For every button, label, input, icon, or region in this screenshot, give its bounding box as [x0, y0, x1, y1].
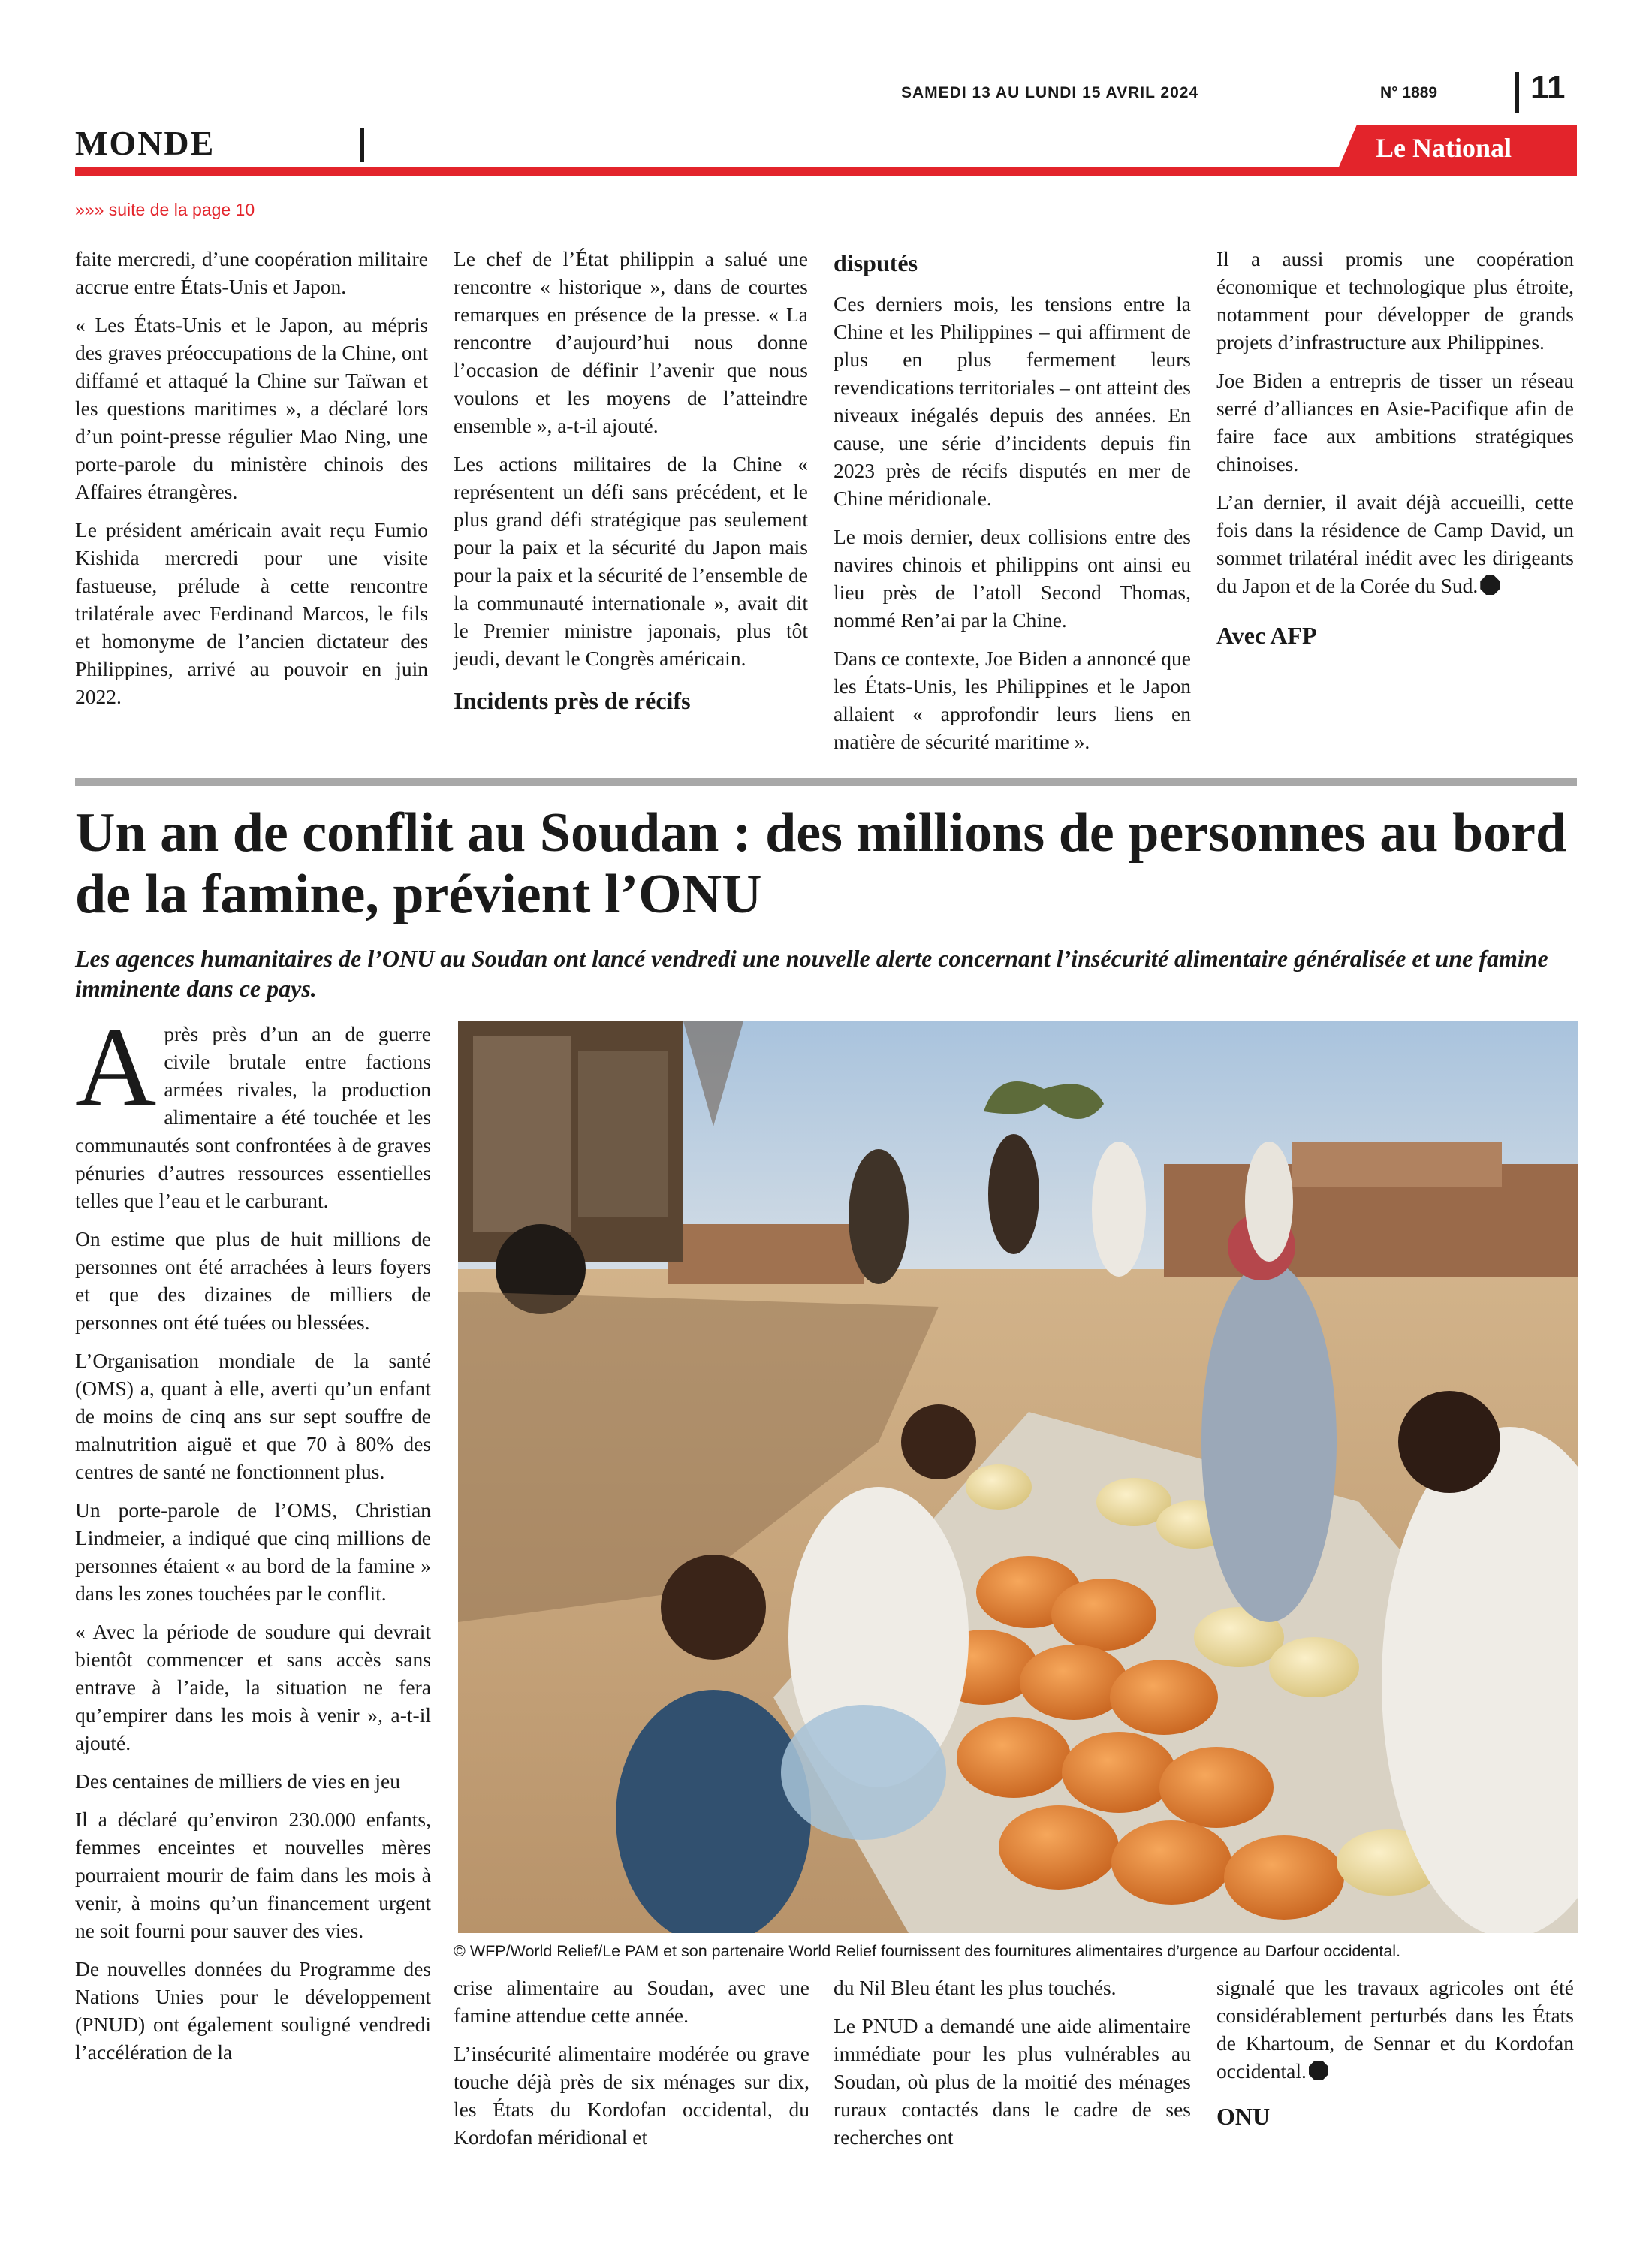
subheading: disputés: [834, 249, 918, 276]
subheading: Incidents près de récifs: [454, 687, 691, 714]
paragraph: Les actions militaires de la Chine « représentent un défi sans précédent, et le plus grand défi stratégique pas seulement pour la paix et la sécurité du Japon mais pour la paix et la sécurité de l’ensemble de la communauté internationale », avait dit le Premier ministre japonais, plus tôt jeudi, devant le Congrès américain.: [454, 452, 808, 670]
article2-column-1: [75, 1005, 431, 2077]
article-standfirst: Les agences humanitaires de l’ONU au Soudan ont lancé vendredi une nouvelle alerte concernant l’insécurité alimentaire généralisée et une famine imminente dans ce pays.: [75, 945, 1548, 1002]
paragraph: On estime que plus de huit millions de personnes ont été arrachées à leurs foyers et que des dizaines de milliers de personnes ont été tuées ou blessées.: [75, 1227, 431, 1334]
paragraph: Ces derniers mois, les tensions entre la Chine et les Philippines – qui affirment de plus en plus fermement leurs revendications territoriales – ont atteint des niveaux inégalés depuis des années. En cause, une série d’incidents depuis fin 2023 près de récifs disputés en mer de Chine méridionale.: [834, 292, 1191, 510]
article-photo: [458, 1021, 1578, 1933]
paragraph: De nouvelles données du Programme des Nations Unies pour le développement (PNUD) ont également souligné vendredi l’accélération de la: [75, 1957, 431, 2064]
paragraph: Le chef de l’État philippin a salué une rencontre « historique », dans de courtes remarques en présence de la presse. « La rencontre d’aujourd’hui nous donne l’occasion de définir l’avenir que nous voulons et les moyens de l’atteindre ensemble », a-t-il ajouté.: [454, 247, 808, 437]
section-title: MONDE: [75, 124, 216, 162]
article-divider: [75, 778, 1577, 786]
section-separator: [360, 128, 364, 162]
dateline: SAMEDI 13 AU LUNDI 15 AVRIL 2024: [901, 84, 1199, 101]
article2-column-4: [1216, 1974, 1574, 2131]
page-number: 11: [1530, 69, 1566, 106]
end-of-article-icon: [1480, 575, 1500, 595]
article-headline: Un an de conflit au Soudan : des millions de personnes au bord de la famine, prévient l’ONU: [75, 802, 1567, 925]
paragraph: Il a aussi promis une coopération économique et technologique plus étroite, notamment pour développer de grands projets d’infrastructure aux Philippines.: [1216, 247, 1574, 354]
continued-from-link[interactable]: »»» suite de la page 10: [75, 200, 255, 219]
paragraph: du Nil Bleu étant les plus touchés.: [834, 1976, 1117, 1999]
end-of-article-icon: [1309, 2061, 1328, 2080]
paragraph: L’an dernier, il avait déjà accueilli, cette fois dans la résidence de Camp David, un sommet trilatéral inédit avec les dirigeants du Japon et de la Corée du Sud.: [1216, 490, 1574, 597]
paragraph: Le président américain avait reçu Fumio Kishida mercredi pour une visite fastueuse, prélude à cette rencontre trilatérale avec Ferdinand Marcos, le fils et homonyme de l’ancien dictateur des Philippines, arrivé au pouvoir en juin 2022.: [75, 518, 428, 708]
article2-column-2: [454, 1974, 809, 2161]
food-distribution-photo: [458, 1021, 1578, 1933]
paragraph: faite mercredi, d’une coopération militaire accrue entre États-Unis et Japon.: [75, 247, 428, 298]
article2-column-3: [834, 1974, 1191, 2161]
drop-cap: A: [75, 1005, 157, 1130]
article1-column-2: [454, 245, 808, 728]
page-number-separator: [1515, 72, 1519, 113]
paragraph: « Avec la période de soudure qui devrait bientôt commencer et sans accès sans entrave à l’aide, la situation ne fera qu’empirer dans les mois à venir », a-t-il ajouté.: [75, 1620, 431, 1754]
paragraph: Un porte-parole de l’OMS, Christian Lindmeier, a indiqué que cinq millions de personnes étaient « au bord de la famine » dans les zones touchées par le conflit.: [75, 1498, 431, 1605]
paragraph: Dans ce contexte, Joe Biden a annoncé que les États-Unis, les Philippines et le Japon allaient « approfondir leurs liens en matière de sécurité maritime ».: [834, 647, 1191, 753]
paragraph: L’Organisation mondiale de la santé (OMS) a, quant à elle, averti qu’un enfant de moins de cinq ans sur sept souffre de malnutrition aiguë et que 70 à 80% des centres de santé ne fonctionnent plus.: [75, 1349, 431, 1483]
paragraph: Joe Biden a entrepris de tisser un réseau serré d’alliances en Asie-Pacifique afin de faire face aux ambitions stratégiques chinoises.: [1216, 369, 1574, 475]
paragraph: « Les États-Unis et le Japon, au mépris des graves préoccupations de la Chine, ont diffamé et attaqué la Chine sur Taïwan et les questions maritimes », a déclaré lors d’un point-presse régulier Mao Ning, une porte-parole du ministère chinois des Affaires étrangères.: [75, 313, 428, 503]
inline-subheading: Des centaines de milliers de vies en jeu: [75, 1769, 400, 1793]
paragraph: Le PNUD a demandé une aide alimentaire immédiate pour les plus vulnérables au Soudan, où plus de la moitié des ménages ruraux contactés dans le cadre de ses recherches ont: [834, 2014, 1191, 2149]
article1-column-3: [834, 248, 1191, 766]
article-signature: Avec AFP: [1216, 622, 1317, 649]
article1-column-1: [75, 245, 428, 721]
article1-column-4: [1216, 245, 1574, 650]
paragraph: signalé que les travaux agricoles ont été considérablement perturbés dans les États de Khartoum, de Sennar et du Kordofan occidental.: [1216, 1976, 1574, 2083]
article-signature: ONU: [1216, 2103, 1271, 2130]
paragraph: crise alimentaire au Soudan, avec une famine attendue cette année.: [454, 1976, 809, 2027]
paragraph: L’insécurité alimentaire modérée ou grave touche déjà près de six ménages sur dix, les États du Kordofan occidental, du Kordofan méridional et: [454, 2042, 809, 2149]
paragraph: Le mois dernier, deux collisions entre des navires chinois et philippins ont ainsi eu lieu près de l’atoll Second Thomas, nommé Ren’ai par la Chine.: [834, 525, 1191, 632]
issue-number: N° 1889: [1380, 84, 1438, 101]
brand-name: Le National: [1376, 133, 1512, 163]
paragraph: Il a déclaré qu’environ 230.000 enfants, femmes enceintes et nouvelles mères pourraient mourir de faim dans les mois à venir, à moins qu’un financement urgent ne soit fourni pour sauver des vies.: [75, 1808, 431, 1942]
paragraph: Après près d’un an de guerre civile brutale entre factions armées rivales, la production alimentaire a été touchée et les communautés sont confrontées à de graves pénuries d’autres ressources essentielles telles que l’eau et le carburant.: [75, 1005, 431, 1212]
photo-caption: © WFP/World Relief/Le PAM et son partenaire World Relief fournissent des fournitures alimentaires d’urgence au Darfour occidental.: [454, 1942, 1401, 1960]
